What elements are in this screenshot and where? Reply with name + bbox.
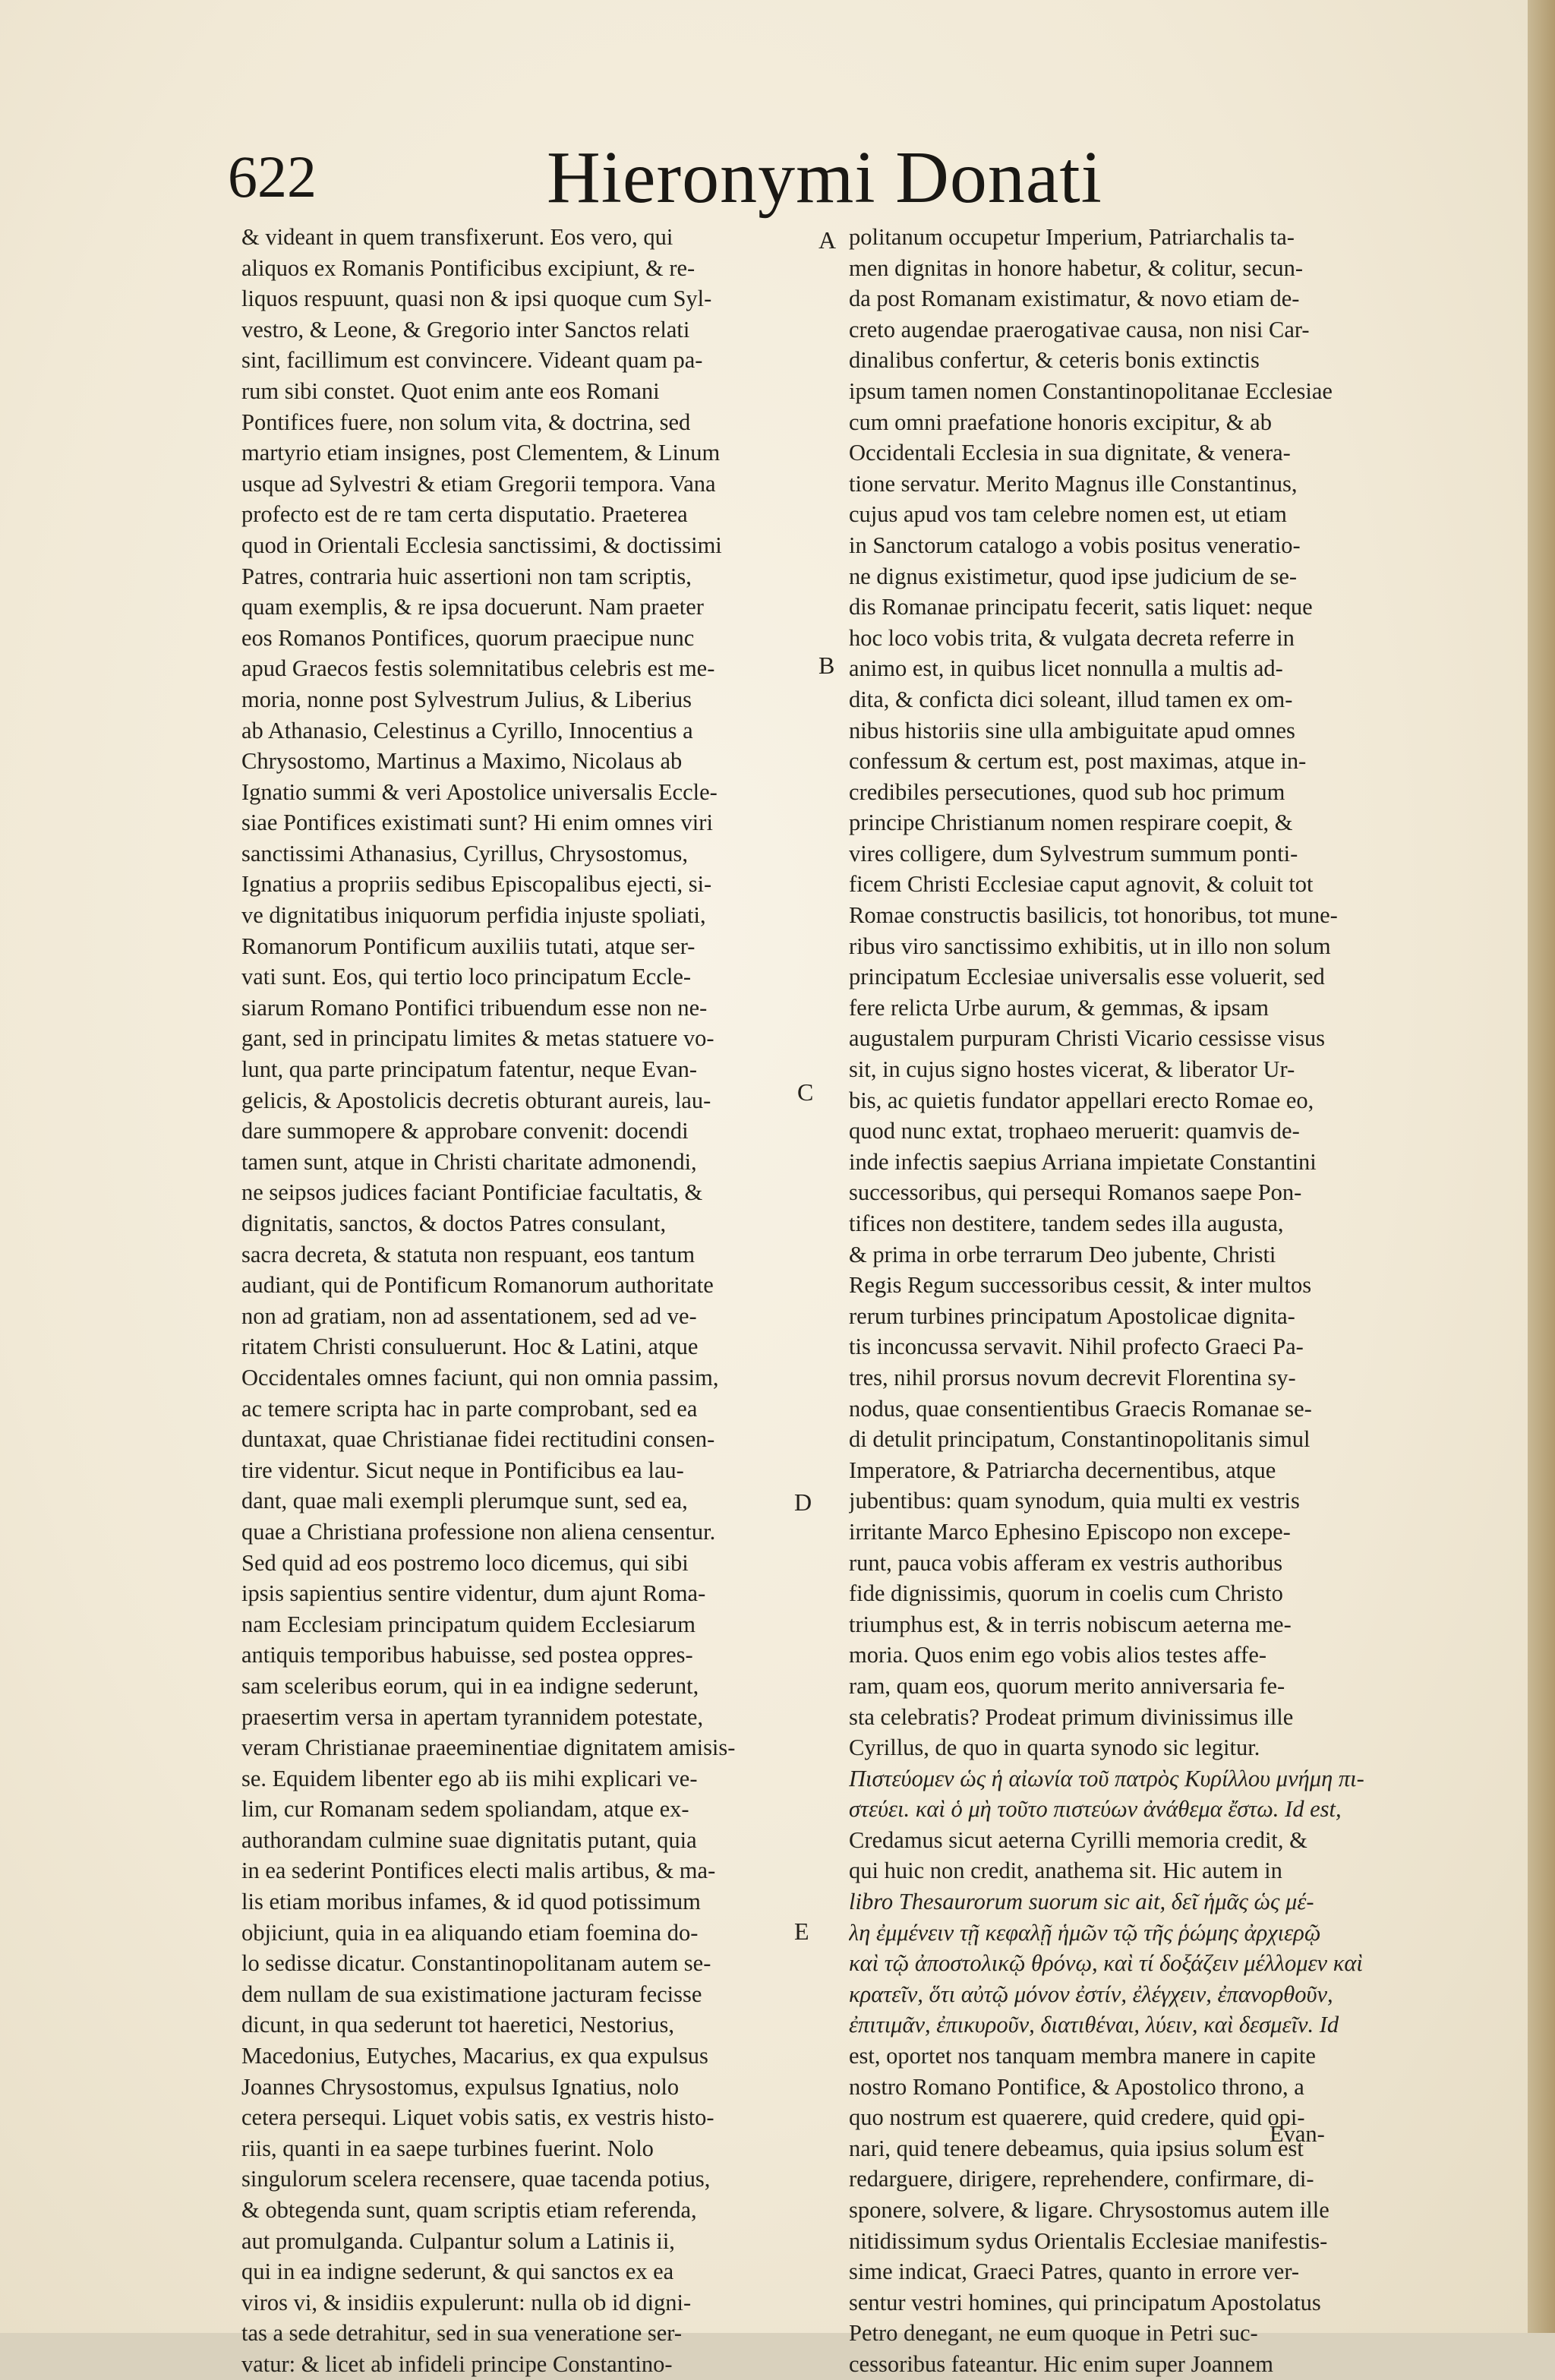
text-line: politanum occupetur Imperium, Patriarchalis ta- xyxy=(849,224,1295,250)
text-line: tas a sede detrahitur, sed in sua veneratione ser- xyxy=(241,2320,682,2347)
running-title: Hieronymi Donati xyxy=(547,137,1102,219)
text-line: vatur: & licet ab infideli principe Constantino- xyxy=(241,2350,673,2377)
text-line: siarum Romano Pontifici tribuendum esse non ne- xyxy=(241,994,708,1021)
text-line: sam sceleribus eorum, qui in ea indigne sederunt, xyxy=(241,1672,699,1699)
text-line: Imperatore, & Patriarcha decernentibus, atque xyxy=(849,1457,1276,1483)
text-line: fide dignissimis, quorum in coelis cum Christo xyxy=(849,1580,1283,1607)
text-line: λη ἐμμένειν τῇ κεφαλῇ ἡμῶν τῷ τῆς ῥώμης ἀρχιερῷ xyxy=(849,1919,1321,1946)
text-line: nitidissimum sydus Orientalis Ecclesiae manifestis- xyxy=(849,2227,1328,2254)
text-line: runt, pauca vobis afferam ex vestris authoribus xyxy=(849,1549,1283,1576)
text-line: jubentibus: quam synodum, quia multi ex vestris xyxy=(849,1488,1300,1514)
text-line: duntaxat, quae Christianae fidei rectitudini consen- xyxy=(241,1426,715,1453)
text-line: moria. Quos enim ego vobis alios testes affe- xyxy=(849,1642,1267,1668)
text-line: Chrysostomo, Martinus a Maximo, Nicolaus ab xyxy=(241,748,683,775)
text-line: dita, & conficta dici soleant, illud tamen ex om- xyxy=(849,686,1293,712)
text-line: & prima in orbe terrarum Deo jubente, Christi xyxy=(849,1241,1276,1267)
text-line: lis etiam moribus infames, & id quod potissimum xyxy=(241,1889,701,1915)
text-line: & videant in quem transfixerunt. Eos vero, qui xyxy=(241,224,673,250)
text-line: tis inconcussa servavit. Nihil profecto Graeci Pa- xyxy=(849,1334,1304,1360)
text-line: Joannes Chrysostomus, expulsus Ignatius, nolo xyxy=(241,2073,680,2100)
text-line: καὶ τῷ ἀποστολικῷ θρόνῳ, καὶ τί δοξάζειν μέλλομεν καὶ xyxy=(849,1950,1363,1977)
text-line: martyrio etiam insignes, post Clementem, & Linum xyxy=(241,440,721,466)
margin-letter-c: C xyxy=(797,1078,814,1106)
text-line: irritante Marco Ephesino Episcopo non excepe- xyxy=(849,1518,1291,1545)
text-line: dicunt, in qua sederunt tot haeretici, Nestorius, xyxy=(241,2012,675,2038)
text-line: Ignatio summi & veri Apostolice universalis Eccle- xyxy=(241,778,718,805)
text-line: gant, sed in principatu limites & metas statuere vo- xyxy=(241,1025,714,1052)
text-line: sentur vestri homines, qui principatum Apostolatus xyxy=(849,2289,1321,2315)
text-line: sponere, solvere, & ligare. Chrysostomus autem ille xyxy=(849,2197,1329,2223)
text-line: siae Pontifices existimati sunt? Hi enim omnes viri xyxy=(241,810,713,836)
left-column xyxy=(241,222,812,2380)
text-line: Πιστεύομεν ὡς ἡ αἰωνία τοῦ πατρὸς Κυρίλλου μνήμη πι- xyxy=(849,1765,1364,1791)
text-line: libro Thesaurorum suorum sic ait, δεῖ ἡμᾶς ὡς μέ- xyxy=(849,1889,1314,1915)
page-number: 622 xyxy=(228,144,317,210)
text-line: sanctissimi Athanasius, Cyrillus, Chrysostomus, xyxy=(241,840,689,866)
text-line: authorandam culmine suae dignitatis putant, quia xyxy=(241,1826,697,1853)
text-line: principe Christianum nomen respirare coepit, & xyxy=(849,810,1293,836)
text-line: qui in ea indigne sederunt, & qui sanctos ex ea xyxy=(241,2258,674,2285)
text-line: eos Romanos Pontifices, quorum praecipue nunc xyxy=(241,624,695,651)
text-line: vestro, & Leone, & Gregorio inter Sanctos relati xyxy=(241,316,690,342)
text-line: aliquos ex Romanis Pontificibus excipiunt, & re- xyxy=(241,254,695,281)
text-line: rerum turbines principatum Apostolicae dignita- xyxy=(849,1302,1295,1329)
text-line: dignitatis, sanctos, & doctos Patres consulant, xyxy=(241,1211,667,1236)
text-line: sime indicat, Graeci Patres, quanto in errore ver- xyxy=(849,2258,1300,2285)
text-line: veram Christianae praeeminentiae dignitatem amisis- xyxy=(241,1734,736,1761)
catchword: Evan- xyxy=(1270,2121,1325,2147)
text-line: successoribus, qui persequi Romanos saepe Pon- xyxy=(849,1179,1302,1206)
page-header xyxy=(228,135,1367,219)
text-line: Regis Regum successoribus cessit, & inter multos xyxy=(849,1272,1312,1299)
text-line: apud Graecos festis solemnitatibus celebris est me- xyxy=(241,655,715,682)
text-line: στεύει. καὶ ὁ μὴ τοῦτο πιστεύων ἀνάθεμα ἔστω. Id est, xyxy=(849,1796,1342,1823)
text-line: credibiles persecutiones, quod sub hoc primum xyxy=(849,778,1285,805)
text-line: confessum & certum est, post maximas, atque in- xyxy=(849,748,1307,775)
text-line: ram, quam eos, quorum merito anniversaria fe- xyxy=(849,1672,1285,1699)
text-line: lo sedisse dicatur. Constantinopolitanam autem se- xyxy=(241,1950,711,1977)
text-line: riis, quanti in ea saepe turbines fuerint. Nolo xyxy=(241,2135,654,2161)
text-line: tifices non destitere, tandem sedes illa augusta, xyxy=(849,1211,1284,1236)
text-line: κρατεῖν, ὅτι αὐτῷ μόνον ἐστίν, ἐλέγχειν, ἐπανορθοῦν, xyxy=(849,1981,1333,2007)
text-line: lim, cur Romanam sedem spoliandam, atque ex- xyxy=(241,1796,689,1823)
text-line: qui huic non credit, anathema sit. Hic autem in xyxy=(849,1858,1282,1884)
margin-letter-a: A xyxy=(819,226,837,254)
text-line: nibus historiis sine ulla ambiguitate apud omnes xyxy=(849,717,1295,743)
text-line: Occidentali Ecclesia in sua dignitate, & venera- xyxy=(849,440,1291,466)
text-line: sta celebratis? Prodeat primum divinissimus ille xyxy=(849,1703,1294,1730)
text-line: cum omni praefatione honoris excipitur, & ab xyxy=(849,409,1272,435)
text-line: bis, ac quietis fundator appellari erecto Romae eo, xyxy=(849,1087,1314,1113)
text-line: objiciunt, quia in ea aliquando etiam foemina do- xyxy=(241,1919,699,1946)
text-line: tamen sunt, atque in Christi charitate admonendi, xyxy=(241,1148,697,1175)
text-line: praesertim versa in apertam tyrannidem potestate, xyxy=(241,1703,704,1730)
book-edge xyxy=(1528,0,1555,2333)
text-line: Petro denegant, ne eum quoque in Petri suc- xyxy=(849,2320,1258,2347)
text-line: animo est, in quibus licet nonnulla a multis ad- xyxy=(849,655,1283,682)
text-line: sint, facillimum est convincere. Videant quam pa- xyxy=(241,347,703,374)
text-line: nam Ecclesiam principatum quidem Ecclesiarum xyxy=(241,1611,695,1637)
text-line: ribus viro sanctissimo exhibitis, ut in illo non solum xyxy=(849,933,1331,959)
text-line: tione servatur. Merito Magnus ille Constantinus, xyxy=(849,470,1298,497)
text-line: creto augendae praerogativae causa, non nisi Car- xyxy=(849,316,1310,342)
text-line: Ignatius a propriis sedibus Episcopalibus ejecti, si- xyxy=(241,871,712,898)
text-line: dinalibus confertur, & ceteris bonis extinctis xyxy=(849,347,1260,374)
text-line: quod in Orientali Ecclesia sanctissimi, & doctissimi xyxy=(241,532,722,558)
text-line: profecto est de re tam certa disputatio. Praeterea xyxy=(241,501,688,528)
text-line: non ad gratiam, non ad assentationem, sed ad ve- xyxy=(241,1302,697,1329)
text-line: liquos respuunt, quasi non & ipsi quoque cum Syl- xyxy=(241,286,712,312)
text-line: quam exemplis, & re ipsa docuerunt. Nam praeter xyxy=(241,594,704,620)
text-line: redarguere, dirigere, reprehendere, confirmare, di- xyxy=(849,2166,1314,2192)
text-line: ipsis sapientius sentire videntur, dum ajunt Roma- xyxy=(241,1580,706,1607)
text-line: Occidentales omnes faciunt, qui non omnia passim, xyxy=(241,1364,719,1390)
text-line: ritatem Christi consuluerunt. Hoc & Latini, atque xyxy=(241,1334,699,1360)
right-column xyxy=(849,222,1403,2380)
text-line: sacra decreta, & statuta non respuant, eos tantum xyxy=(241,1241,695,1267)
text-line: quo nostrum est quaerere, quid credere, quid opi- xyxy=(849,2104,1305,2131)
text-line: vires colligere, dum Sylvestrum summum ponti- xyxy=(849,840,1298,866)
text-line: antiquis temporibus habuisse, sed postea oppres- xyxy=(241,1642,693,1668)
text-line: Credamus sicut aeterna Cyrilli memoria credit, & xyxy=(849,1826,1307,1853)
text-line: hoc loco vobis trita, & vulgata decreta referre in xyxy=(849,624,1295,651)
text-line: in Sanctorum catalogo a vobis positus veneratio- xyxy=(849,532,1301,558)
text-line: nari, quid tenere debeamus, quia ipsius solum est xyxy=(849,2135,1304,2161)
text-line: principatum Ecclesiae universalis esse voluerit, sed xyxy=(849,964,1325,990)
text-line: moria, nonne post Sylvestrum Julius, & Liberius xyxy=(241,686,692,712)
text-line: & obtegenda sunt, quam scriptis etiam referenda, xyxy=(241,2197,697,2223)
text-line: nodus, quae consentientibus Graecis Romanae se- xyxy=(849,1395,1312,1422)
text-line: men dignitas in honore habetur, & colitur, secun- xyxy=(849,254,1304,281)
text-line: vati sunt. Eos, qui tertio loco principatum Eccle- xyxy=(241,964,692,990)
text-line: in ea sederint Pontifices electi malis artibus, & ma- xyxy=(241,1858,716,1884)
text-line: gelicis, & Apostolicis decretis obturant aureis, lau- xyxy=(241,1087,711,1113)
text-line: cetera persequi. Liquet vobis satis, ex vestris histo- xyxy=(241,2104,714,2131)
text-line: ficem Christi Ecclesiae caput agnovit, & coluit tot xyxy=(849,871,1314,898)
text-line: tire videntur. Sicut neque in Pontificibus ea lau- xyxy=(241,1457,684,1483)
text-line: ne seipsos judices faciant Pontificiae facultatis, & xyxy=(241,1179,703,1206)
text-line: aut promulganda. Culpantur solum a Latinis ii, xyxy=(241,2227,675,2254)
text-line: dant, quae mali exempli plerumque sunt, sed ea, xyxy=(241,1488,688,1514)
text-line: Cyrillus, de quo in quarta synodo sic legitur. xyxy=(849,1734,1260,1761)
text-line: tres, nihil prorsus novum decrevit Florentina sy- xyxy=(849,1364,1296,1390)
text-line: Romanorum Pontificum auxiliis tutati, atque ser- xyxy=(241,933,695,959)
text-line: ve dignitatibus iniquorum perfidia injuste spoliati, xyxy=(241,902,706,929)
text-line: di detulit principatum, Constantinopolitanis simul xyxy=(849,1426,1311,1453)
text-line: se. Equidem libenter ego ab iis mihi explicari ve- xyxy=(241,1765,698,1791)
text-line: sit, in cujus signo hostes vicerat, & liberator Ur- xyxy=(849,1056,1295,1083)
margin-letter-e: E xyxy=(794,1918,809,1945)
text-line: lunt, qua parte principatum fatentur, neque Evan- xyxy=(241,1056,698,1083)
text-line: dare summopere & approbare convenit: docendi xyxy=(241,1118,689,1144)
text-line: dis Romanae principatu fecerit, satis liquet: neque xyxy=(849,594,1313,620)
text-line: Macedonius, Eutyches, Macarius, ex qua expulsus xyxy=(241,2043,708,2069)
text-line: cujus apud vos tam celebre nomen est, ut etiam xyxy=(849,501,1287,528)
text-line: usque ad Sylvestri & etiam Gregorii tempora. Vana xyxy=(241,470,716,497)
text-line: quod nunc extat, trophaeo meruerit: quamvis de- xyxy=(849,1118,1300,1144)
text-line: audiant, qui de Pontificum Romanorum authoritate xyxy=(241,1272,714,1299)
text-line: augustalem purpuram Christi Vicario cessisse visus xyxy=(849,1025,1325,1052)
text-line: Sed quid ad eos postremo loco dicemus, qui sibi xyxy=(241,1549,689,1576)
text-line: Patres, contraria huic assertioni non tam scriptis, xyxy=(241,563,692,589)
margin-letter-b: B xyxy=(819,652,835,679)
text-line: inde infectis saepius Arriana impietate Constantini xyxy=(849,1148,1317,1175)
margin-letter-d: D xyxy=(794,1488,812,1516)
text-line: ἐπιτιμᾶν, ἐπικυροῦν, διατιθέναι, λύειν, καὶ δεσμεῖν. Id xyxy=(849,2012,1339,2038)
text-line: quae a Christiana professione non aliena censentur. xyxy=(241,1518,716,1545)
text-line: cessoribus fateantur. Hic enim super Joannem xyxy=(849,2350,1274,2377)
text-line: ipsum tamen nomen Constantinopolitanae Ecclesiae xyxy=(849,377,1333,404)
text-line: da post Romanam existimatur, & novo etiam de- xyxy=(849,286,1300,312)
text-line: fere relicta Urbe aurum, & gemmas, & ipsam xyxy=(849,994,1270,1021)
text-line: ab Athanasio, Celestinus a Cyrillo, Innocentius a xyxy=(241,717,693,743)
text-line: ac temere scripta hac in parte comprobant, sed ea xyxy=(241,1395,698,1422)
text-line: Romae constructis basilicis, tot honoribus, tot mune- xyxy=(849,902,1338,929)
text-line: nostro Romano Pontifice, & Apostolico throno, a xyxy=(849,2073,1304,2100)
text-line: ne dignus existimetur, quod ipse judicium de se- xyxy=(849,563,1298,589)
text-line: Pontifices fuere, non solum vita, & doctrina, sed xyxy=(241,409,691,435)
text-line: est, oportet nos tanquam membra manere in capite xyxy=(849,2043,1316,2069)
text-line: triumphus est, & in terris nobiscum aeterna me- xyxy=(849,1611,1292,1637)
text-line: singulorum scelera recensere, quae tacenda potius, xyxy=(241,2166,711,2192)
text-line: dem nullam de sua existimatione jacturam fecisse xyxy=(241,1981,702,2007)
text-line: viros vi, & insidiis expulerunt: nulla ob id digni- xyxy=(241,2289,692,2315)
text-line: rum sibi constet. Quot enim ante eos Romani xyxy=(241,377,660,404)
